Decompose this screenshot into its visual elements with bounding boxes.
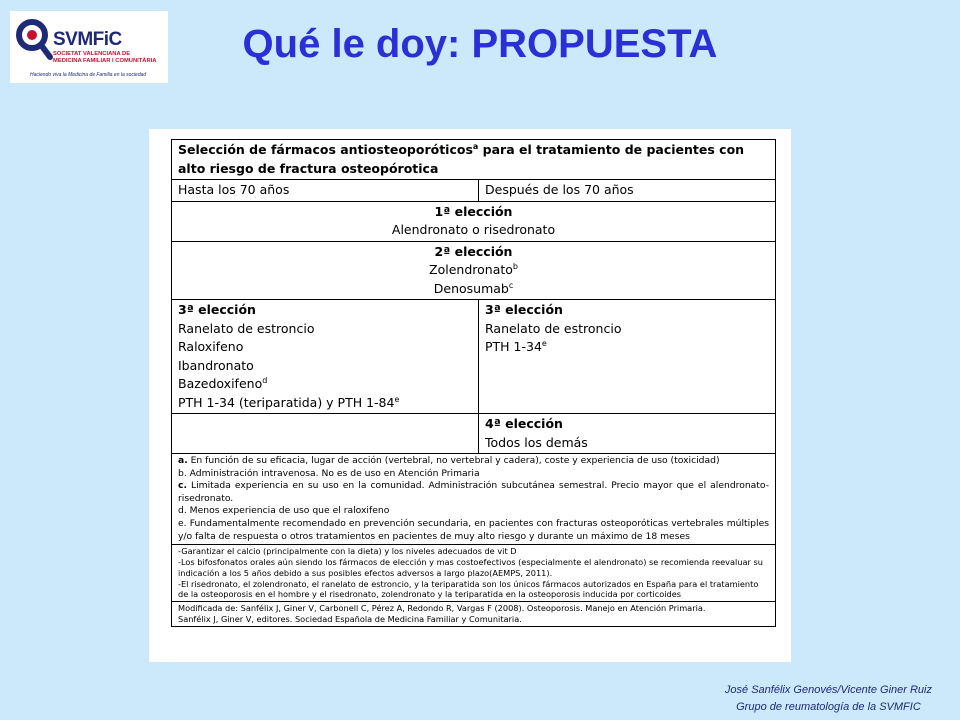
- fourth-right-label: 4ª elección: [485, 416, 563, 431]
- notes-cell: [172, 454, 776, 545]
- note-a: [178, 455, 769, 468]
- source-cell: [172, 602, 776, 627]
- footer-credits: [725, 682, 932, 716]
- header-text-rest: para el tratamiento de pacientes con alto riesgo de fractura osteopórotica: [178, 142, 745, 176]
- third-left-item: Ranelato de estroncio: [178, 320, 315, 336]
- drug-selection-table: [171, 139, 776, 627]
- document-image: [149, 129, 791, 662]
- drug1-text: Zolendronato: [429, 262, 513, 277]
- fourth-choice-right: [479, 414, 776, 454]
- second-choice-label: 2ª elección: [434, 243, 513, 259]
- footer-authors: José Sanfélix Genovés/Vicente Giner Ruiz: [724, 684, 932, 696]
- logo-tagline: Haciendo viva la Medicina de Familia en la sociedad: [30, 72, 147, 78]
- source-line: Modificada de: Sanfélix J, Giner V, Carbonell C, Pérez A, Redondo R, Vargas F (2008). Osteoporosis. Manejo en Atención Primaria.: [178, 603, 706, 614]
- slide-title: [0, 22, 960, 67]
- note-key: a.: [178, 455, 188, 466]
- logo-name: SVMFiC: [53, 29, 122, 50]
- first-choice-label: 1ª elección: [434, 203, 513, 219]
- note-text: Fundamentalmente recomendado en prevención secundaria, en pacientes con fracturas osteoporóticas vertebrales múltiples y/o falta de respuesta o otros tratamientos en pacientes de muy alto riesgo y durante un máximo de 18 meses: [178, 517, 770, 542]
- footer-group: Grupo de reumatología de la SVMFIC: [736, 701, 921, 713]
- item2-text: PTH 1-34: [485, 339, 542, 354]
- title-part-2: PROPUESTA: [471, 22, 718, 66]
- note-d: [178, 505, 769, 518]
- third-right-item-1: Ranelato de estroncio: [485, 320, 622, 336]
- header-text: Selección de fármacos antiosteoporóticos: [178, 142, 473, 157]
- note-key: b.: [178, 467, 187, 479]
- note-text: Menos experiencia de uso que el raloxifeno: [186, 505, 390, 517]
- third-left-item-5: [178, 394, 472, 413]
- note-c: [178, 480, 769, 505]
- table-header: [172, 140, 776, 180]
- note-text: Administración intravenosa. No es de uso en Atención Primaria: [186, 467, 480, 479]
- item4-text: Bazedoxifeno: [178, 376, 263, 391]
- third-left-item: Raloxifeno: [178, 339, 244, 354]
- second-choice-drug-2: [178, 280, 769, 299]
- fourth-right-item: Todos los demás: [485, 434, 588, 450]
- note-key: e.: [178, 517, 187, 529]
- third-left-label: 3ª elección: [178, 302, 256, 317]
- remark: -Los bifosfonatos orales aún siendo los fármacos de elección y mas costoefectivos (especialmente el alendronato) se recomienda reevaluar su indicación a los 5 años debido a sus posibles efectos adversos a largo plazo(AEMPS, 2011).: [178, 556, 763, 578]
- first-choice-cell: [172, 201, 776, 241]
- third-right-item-2: [485, 338, 769, 357]
- col-under-70: Hasta los 70 años: [172, 180, 479, 202]
- note-text: En función de su eficacia, lugar de acción (vertebral, no vertebral y cadera), coste y experiencia de uso (toxicidad): [187, 455, 720, 466]
- item5-text: PTH 1-34 (teriparatida) y PTH 1-84: [178, 394, 395, 410]
- third-right-label: 3ª elección: [485, 302, 563, 317]
- logo-subtitle-1: SOCIETAT VALENCIANA DE: [53, 51, 131, 57]
- item4-sup: d: [262, 375, 268, 385]
- third-choice-left: [172, 300, 479, 414]
- fourth-choice-left-empty: [172, 414, 479, 454]
- remarks-cell: [172, 545, 776, 602]
- title-part-1: Qué le doy:: [242, 22, 472, 66]
- item5-sup: e: [394, 394, 400, 404]
- second-choice-cell: [172, 241, 776, 300]
- note-key: d.: [178, 505, 187, 517]
- source-line: Sanfélix J, Giner V, editores. Sociedad Española de Medicina Familiar y Comunitaria.: [178, 613, 522, 624]
- third-left-item-4: [178, 375, 472, 394]
- drug1-sup: b: [512, 261, 518, 271]
- first-choice-drug: Alendronato o risedronato: [391, 222, 556, 237]
- header-sup: a: [472, 141, 479, 151]
- remark: -El risedronato, el zolendronato, el ranelato de estroncio, y la teriparatida son los únicos fármacos autorizados en España para el tratamiento de la osteoporosis en el hombre y el risedronato, zolendronato y la teriparatida en la osteoporosis inducida por corticoides: [178, 578, 759, 600]
- note-text: Limitada experiencia en su uso en la comunidad. Administración subcutánea semestral. Precio mayor que el alendronato-risedronato.: [178, 480, 770, 504]
- remark: -Garantizar el calcio (principalmente con la dieta) y los niveles adecuados de vit D: [178, 546, 517, 557]
- note-key: c.: [178, 480, 187, 492]
- third-left-item: Ibandronato: [178, 357, 254, 373]
- third-choice-right: [479, 300, 776, 414]
- note-b: [178, 468, 769, 481]
- logo-subtitle-2: MEDICINA FAMILIAR I COMUNITÀRIA: [53, 58, 157, 64]
- drug2-sup: c: [508, 280, 514, 290]
- col-over-70: Después de los 70 años: [479, 180, 776, 202]
- drug2-text: Denosumab: [433, 280, 509, 296]
- item2-sup: e: [541, 338, 547, 348]
- second-choice-drug-1: [178, 261, 769, 280]
- note-e: [178, 518, 769, 543]
